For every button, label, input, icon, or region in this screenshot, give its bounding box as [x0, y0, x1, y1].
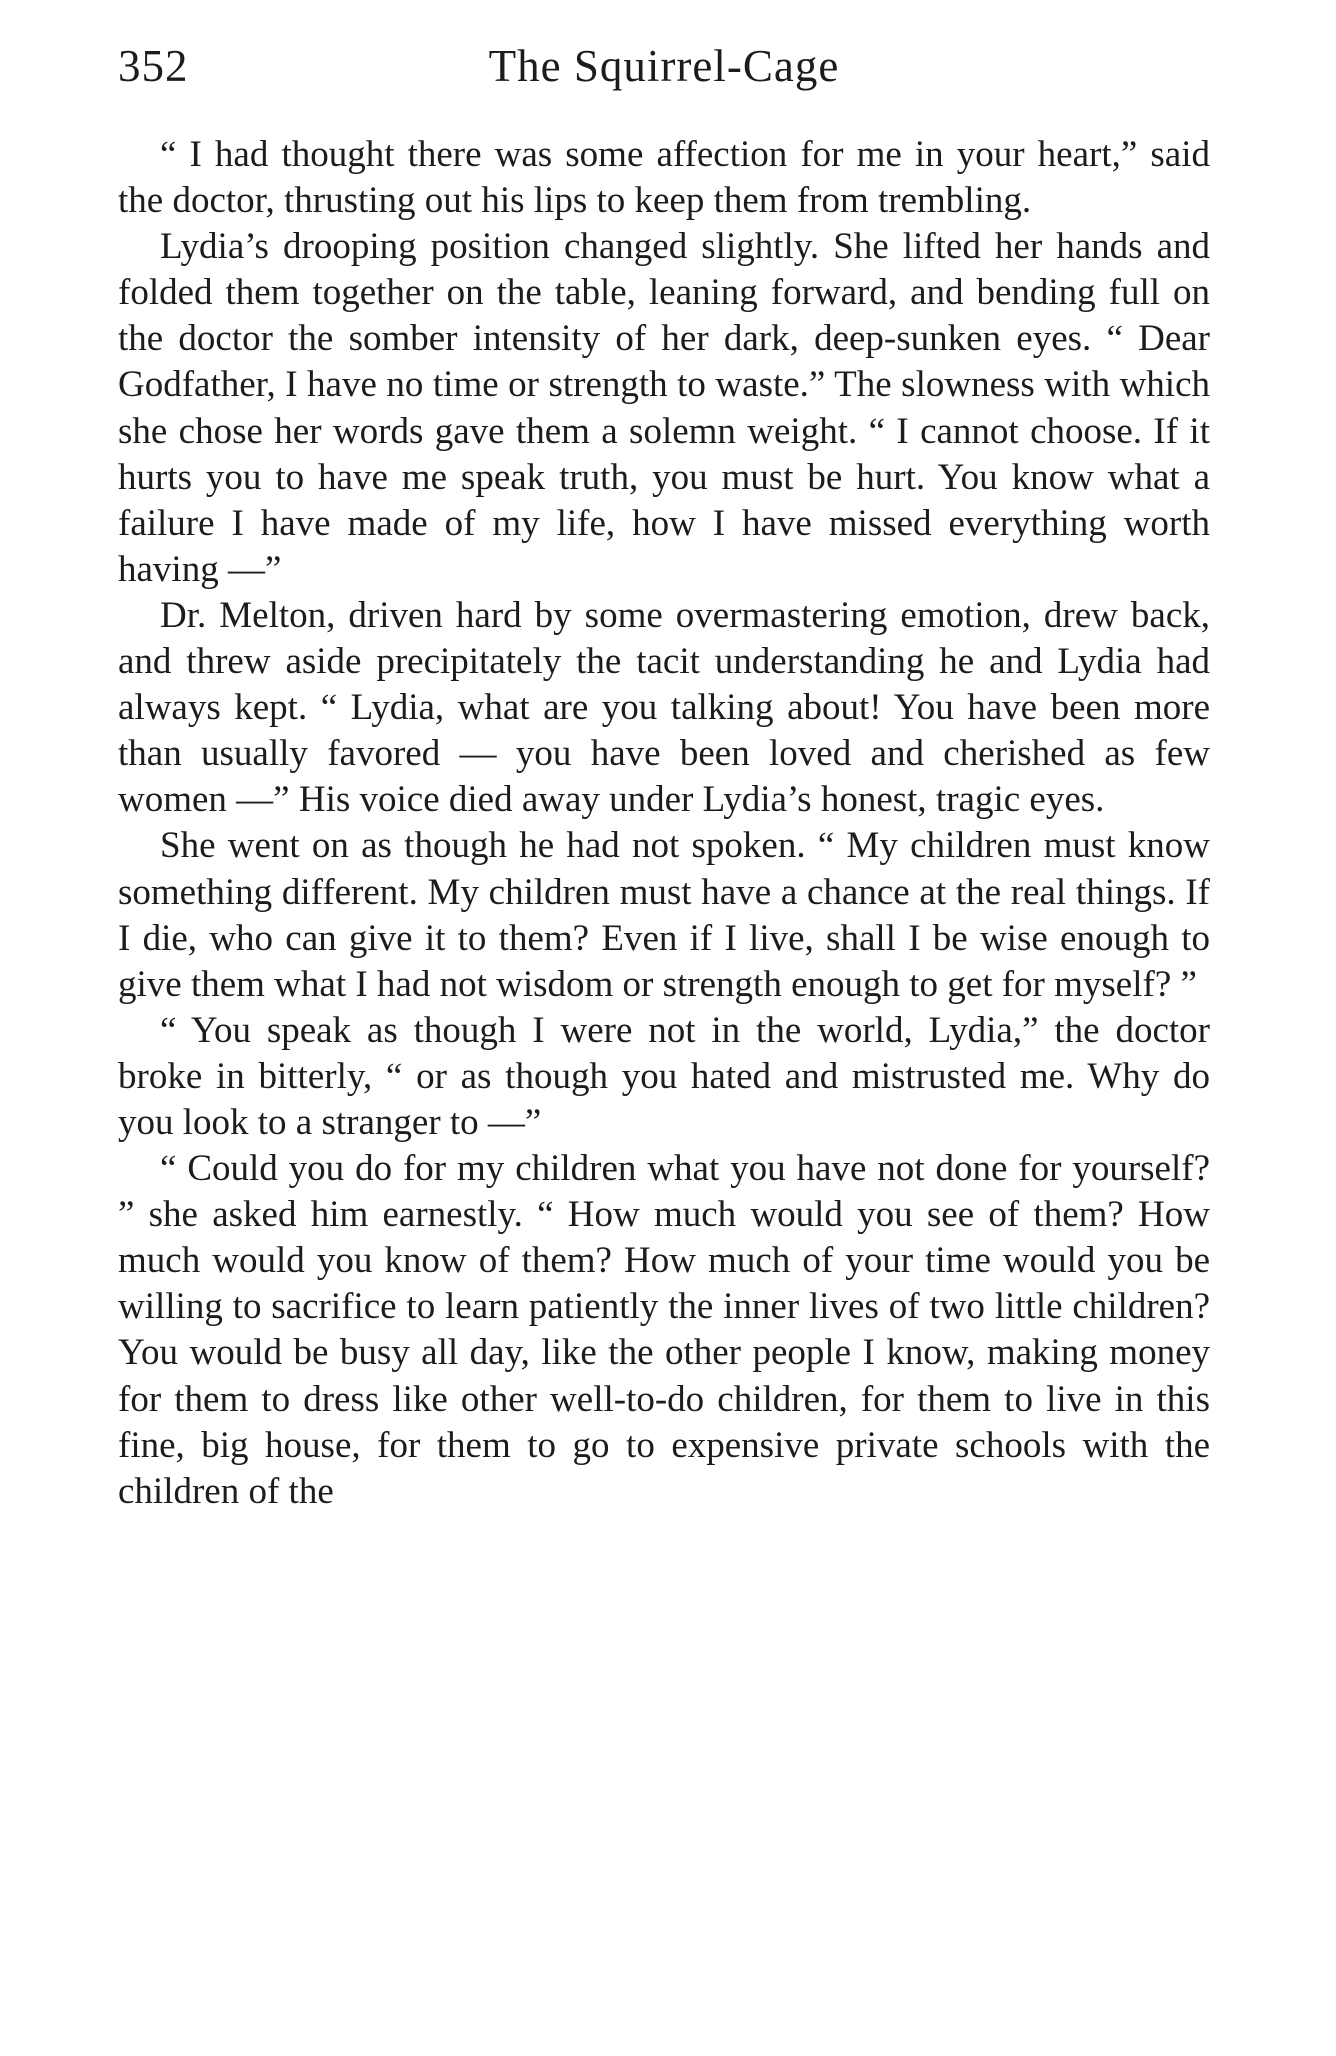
running-head: The Squirrel-Cage: [488, 41, 840, 91]
paragraph: “ Could you do for my children what you have not done for yourself? ” she asked him earnestly. “ How much would you see of them? How much would you know of them? How much of your time would you be willing to sacrifice to learn patiently the inner lives of two little children? You would be busy all day, like the other people I know, making money for them to dress like other well-to-do children, for them to live in this fine, big house, for them to go to expensive private schools with the children of the: [118, 1148, 1210, 1512]
paragraph: “ I had thought there was some affection for me in your heart,” said the doctor, thrusting out his lips to keep them from trembling.: [118, 134, 1210, 222]
page-number: 352: [118, 41, 189, 91]
body-text: [118, 132, 1210, 1515]
paragraph: She went on as though he had not spoken. “ My children must know something different. My children must have a chance at the real things. If I die, who can give it to them? Even if I live, shall I be wise enough to give them what I had not wisdom or strength enough to get for myself? ”: [118, 825, 1210, 1005]
page-header: [118, 40, 1210, 100]
paragraph: Lydia’s drooping position changed slightly. She lifted her hands and folded them together on the table, leaning forward, and bending full on the doctor the somber intensity of her dark, deep-sunken eyes. “ Dear Godfather, I have no time or strength to waste.” The slowness with which she chose her words gave them a solemn weight. “ I cannot choose. If it hurts you to have me speak truth, you must be hurt. You know what a failure I have made of my life, how I have missed everything worth having —”: [118, 226, 1210, 590]
paragraph: “ You speak as though I were not in the world, Lydia,” the doctor broke in bitterly, “ or as though you hated and mistrusted me. Why do you look to a stranger to —”: [118, 1009, 1210, 1143]
paragraph: Dr. Melton, driven hard by some overmastering emotion, drew back, and threw aside precipitately the tacit understanding he and Lydia had always kept. “ Lydia, what are you talking about! You have been more than usually favored — you have been loved and cherished as few women —” His voice died away under Lydia’s honest, tragic eyes.: [118, 594, 1210, 821]
